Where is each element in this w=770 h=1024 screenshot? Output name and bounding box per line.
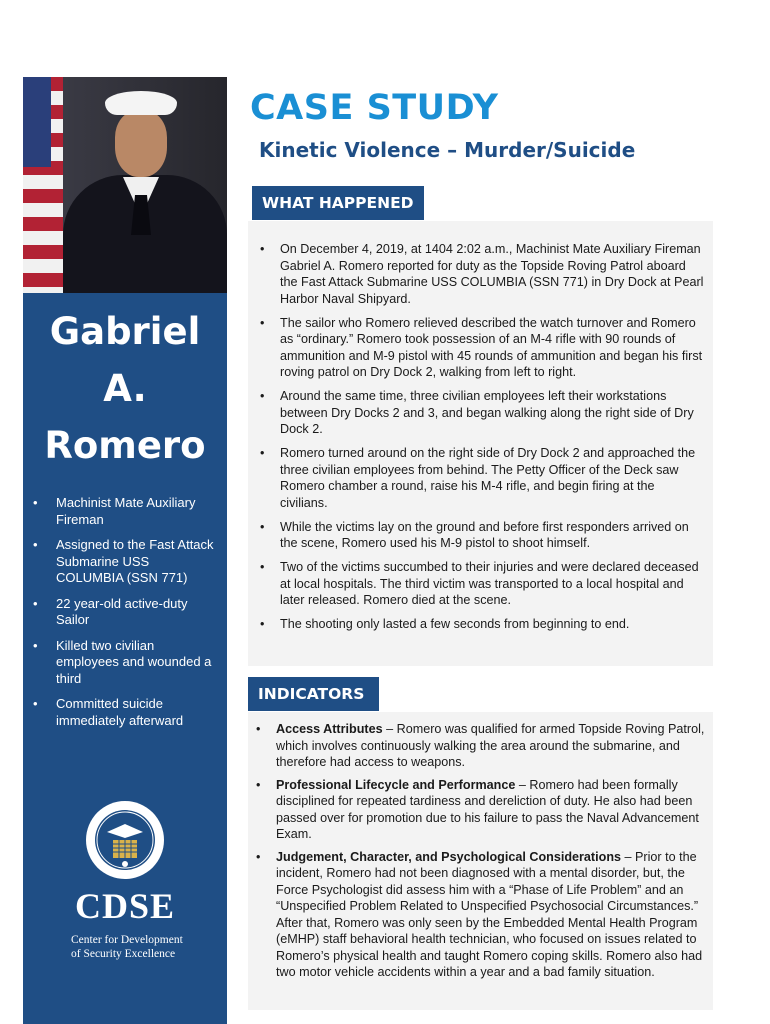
indicator-label: Access Attributes	[276, 722, 383, 736]
list-item: • While the victims lay on the ground and before first responders arrived on the scene, Romero used his M-9 pistol to shoot himself.	[258, 519, 704, 552]
indicator-label: Judgement, Character, and Psychological Considerations	[276, 849, 622, 864]
name-line-last: Romero	[44, 424, 206, 467]
cdse-logo: CDSE	[74, 886, 176, 926]
portrait-photo	[23, 77, 227, 293]
fact-item: • Machinist Mate Auxiliary Fireman	[31, 495, 217, 528]
list-item: • Around the same time, three civilian employees left their workstations between Dry Docks 2 and 3, and began walking along the right side of Dry Dock 2.	[258, 388, 704, 438]
name-line-middle: A.	[103, 367, 147, 410]
list-item: • On December 4, 2019, at 1404 2:02 a.m., Machinist Mate Auxiliary Fireman Gabriel A. Romero reported for duty as the Topside Roving Patrol aboard the Fast Attack Submarine USS COLUMBIA (SSN 771) in Dry Dock at Pearl Harbor Naval Shipyard.	[258, 241, 704, 307]
list-item: • Romero turned around on the right side of Dry Dock 2 and approached the three civilian employees from behind. The Petty Officer of the Deck saw Romero chamber a round, raise his M-4 rifle, and begin firing at the civilians.	[258, 445, 704, 511]
name-line-first: Gabriel	[49, 310, 201, 353]
what-happened-heading: WHAT HAPPENED	[252, 186, 424, 220]
list-item	[254, 849, 706, 981]
page-subtitle: Kinetic Violence – Murder/Suicide	[259, 138, 636, 162]
page-title: CASE STUDY	[250, 88, 499, 128]
indicator-label: Professional Lifecycle and Performance	[276, 777, 516, 792]
indicators-list	[254, 721, 706, 987]
fact-item: • 22 year-old active-duty Sailor	[31, 596, 217, 629]
list-item	[254, 777, 706, 843]
list-item: • Two of the victims succumbed to their injuries and were declared deceased at local hospitals. The third victim was transported to a local hospital and later released. Romero died at the scene.	[258, 559, 704, 609]
list-item: • The shooting only lasted a few seconds from beginning to end.	[258, 616, 704, 633]
left-sidebar	[23, 77, 227, 1024]
indicator-text: – Romero was qualified for armed Topside Roving Patrol, which involves continuously walking the area around the submarine, and therefore had access to weapons.	[276, 722, 705, 769]
indicator-text: – Prior to the incident, Romero had not been diagnosed with a mental disorder, but, the Force Psychologist did assess him with a “Phase of Life Problem” and an “Unspecified Problem Related to Unspecified Psychosocial Circumstances.” After that, Romero was only seen by the Embedded Mental Health Program (eMHP) staff behavioral health technician, who focused on issues related to Romero’s physical health and taught Romero coping skills. Romero also had two motor vehicle accidents within a year and a bad family situation.	[276, 849, 703, 979]
fact-item: • Killed two civilian employees and wounded a third	[31, 638, 217, 688]
cdse-logo-subtext: Center for Development of Security Excellence	[71, 934, 183, 960]
fact-item: • Committed suicide immediately afterward	[31, 696, 217, 729]
indicators-heading: INDICATORS	[248, 677, 379, 711]
indicator-text: – Romero had been formally disciplined for repeated tardiness and dereliction of duty. He also had been passed over for promotion due to his failure to pass the Naval Advancement Exam.	[276, 777, 699, 841]
subject-facts-list	[31, 495, 217, 738]
fact-item: • Assigned to the Fast Attack Submarine USS COLUMBIA (SSN 771)	[31, 537, 217, 587]
what-happened-list	[258, 241, 704, 640]
counterintelligence-seal-icon	[85, 800, 165, 880]
list-item: • The sailor who Romero relieved described the watch turnover and Romero as “ordinary.” Romero took possession of an M-4 rifle with 90 rounds of ammunition and M-9 pistol with 45 rounds of ammunition and began his first roving patrol on Dry Dock 2, walking from left to right.	[258, 315, 704, 381]
list-item	[254, 721, 706, 771]
subject-name	[23, 303, 227, 474]
sailor-cap-icon	[105, 91, 177, 115]
